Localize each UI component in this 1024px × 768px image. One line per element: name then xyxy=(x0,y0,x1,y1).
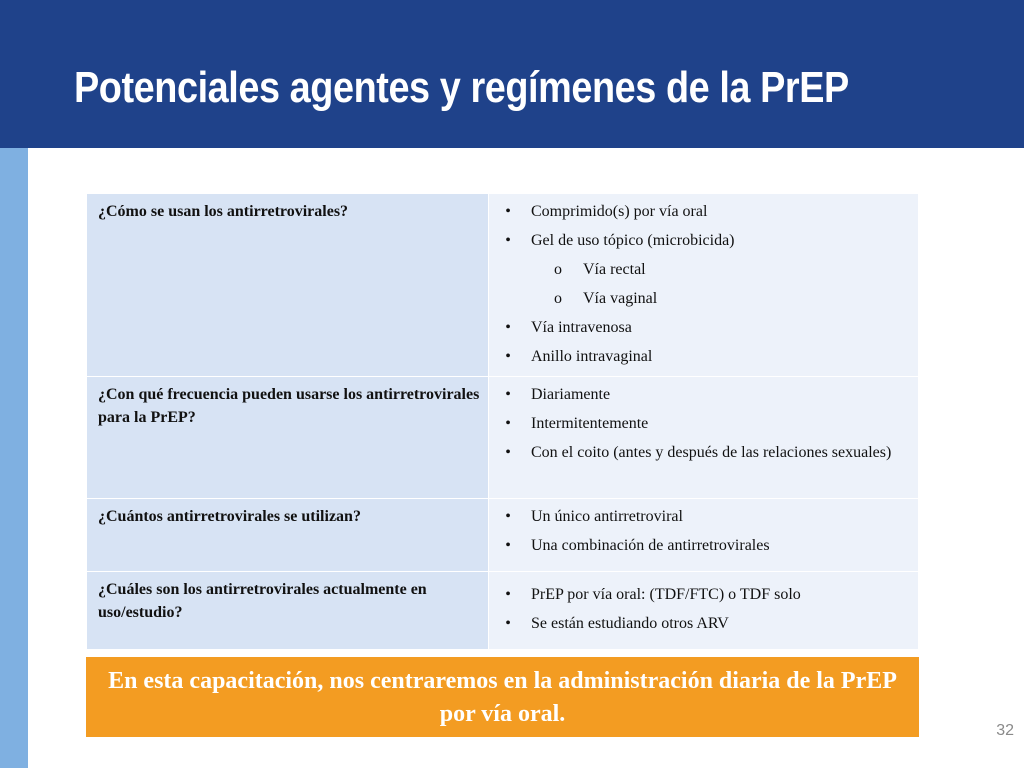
list-item xyxy=(499,412,910,435)
answer-text: Vía rectal xyxy=(583,261,646,278)
answer-text: Una combinación de antirretrovirales xyxy=(531,537,770,554)
circle-bullet-icon: o xyxy=(554,290,562,307)
answer-cell xyxy=(489,377,919,499)
bullet-icon: • xyxy=(505,508,511,525)
list-item xyxy=(499,383,910,406)
bullet-icon: • xyxy=(505,232,511,249)
bullet-icon: • xyxy=(505,444,511,461)
bullet-icon: • xyxy=(505,348,511,365)
page-number: 32 xyxy=(996,722,1014,739)
left-accent-bar xyxy=(0,148,28,768)
table-row xyxy=(87,194,919,377)
highlight-note: En esta capacitación, nos centraremos en la administración diaria de la PrEP por vía oral. xyxy=(86,657,919,737)
slide-title: Potenciales agentes y regímenes de la PrEP xyxy=(74,63,849,112)
table-row xyxy=(87,377,919,499)
list-item xyxy=(499,200,910,223)
list-item xyxy=(499,583,910,606)
answer-text: Comprimido(s) por vía oral xyxy=(531,203,708,220)
bullet-icon: • xyxy=(505,537,511,554)
question-cell: ¿Cuáles son los antirretrovirales actualmente en uso/estudio? xyxy=(87,572,489,650)
bullet-icon: • xyxy=(505,386,511,403)
list-item xyxy=(499,441,910,464)
bullet-icon: • xyxy=(505,615,511,632)
question-cell: ¿Cuántos antirretrovirales se utilizan? xyxy=(87,499,489,572)
answer-text: Vía intravenosa xyxy=(531,319,632,336)
answer-text: Diariamente xyxy=(531,386,611,403)
answer-text: Intermitentemente xyxy=(531,415,649,432)
question-cell: ¿Con qué frecuencia pueden usarse los antirretrovirales para la PrEP? xyxy=(87,377,489,499)
answer-cell xyxy=(489,499,919,572)
circle-bullet-icon: o xyxy=(554,261,562,278)
bullet-icon: • xyxy=(505,203,511,220)
bullet-icon: • xyxy=(505,415,511,432)
table-row xyxy=(87,572,919,650)
answer-text: Gel de uso tópico (microbicida) xyxy=(531,232,735,249)
answer-text: PrEP por vía oral: (TDF/FTC) o TDF solo xyxy=(531,586,801,603)
answer-text: Se están estudiando otros ARV xyxy=(531,615,729,632)
answer-text: Vía vaginal xyxy=(583,290,658,307)
list-item xyxy=(499,229,910,252)
list-item xyxy=(499,505,910,528)
list-item xyxy=(499,316,910,339)
answer-text: Con el coito (antes y después de las relaciones sexuales) xyxy=(531,444,892,461)
list-item xyxy=(499,345,910,368)
prep-regimens-table xyxy=(86,193,919,650)
list-item xyxy=(499,612,910,635)
list-item xyxy=(499,534,910,557)
answer-cell xyxy=(489,194,919,377)
table-row xyxy=(87,499,919,572)
list-subitem xyxy=(499,258,910,281)
answer-cell xyxy=(489,572,919,650)
answer-text: Anillo intravaginal xyxy=(531,348,653,365)
title-banner xyxy=(0,0,1024,148)
bullet-icon: • xyxy=(505,586,511,603)
question-cell: ¿Cómo se usan los antirretrovirales? xyxy=(87,194,489,377)
answer-text: Un único antirretroviral xyxy=(531,508,683,525)
list-subitem xyxy=(499,287,910,310)
bullet-icon: • xyxy=(505,319,511,336)
